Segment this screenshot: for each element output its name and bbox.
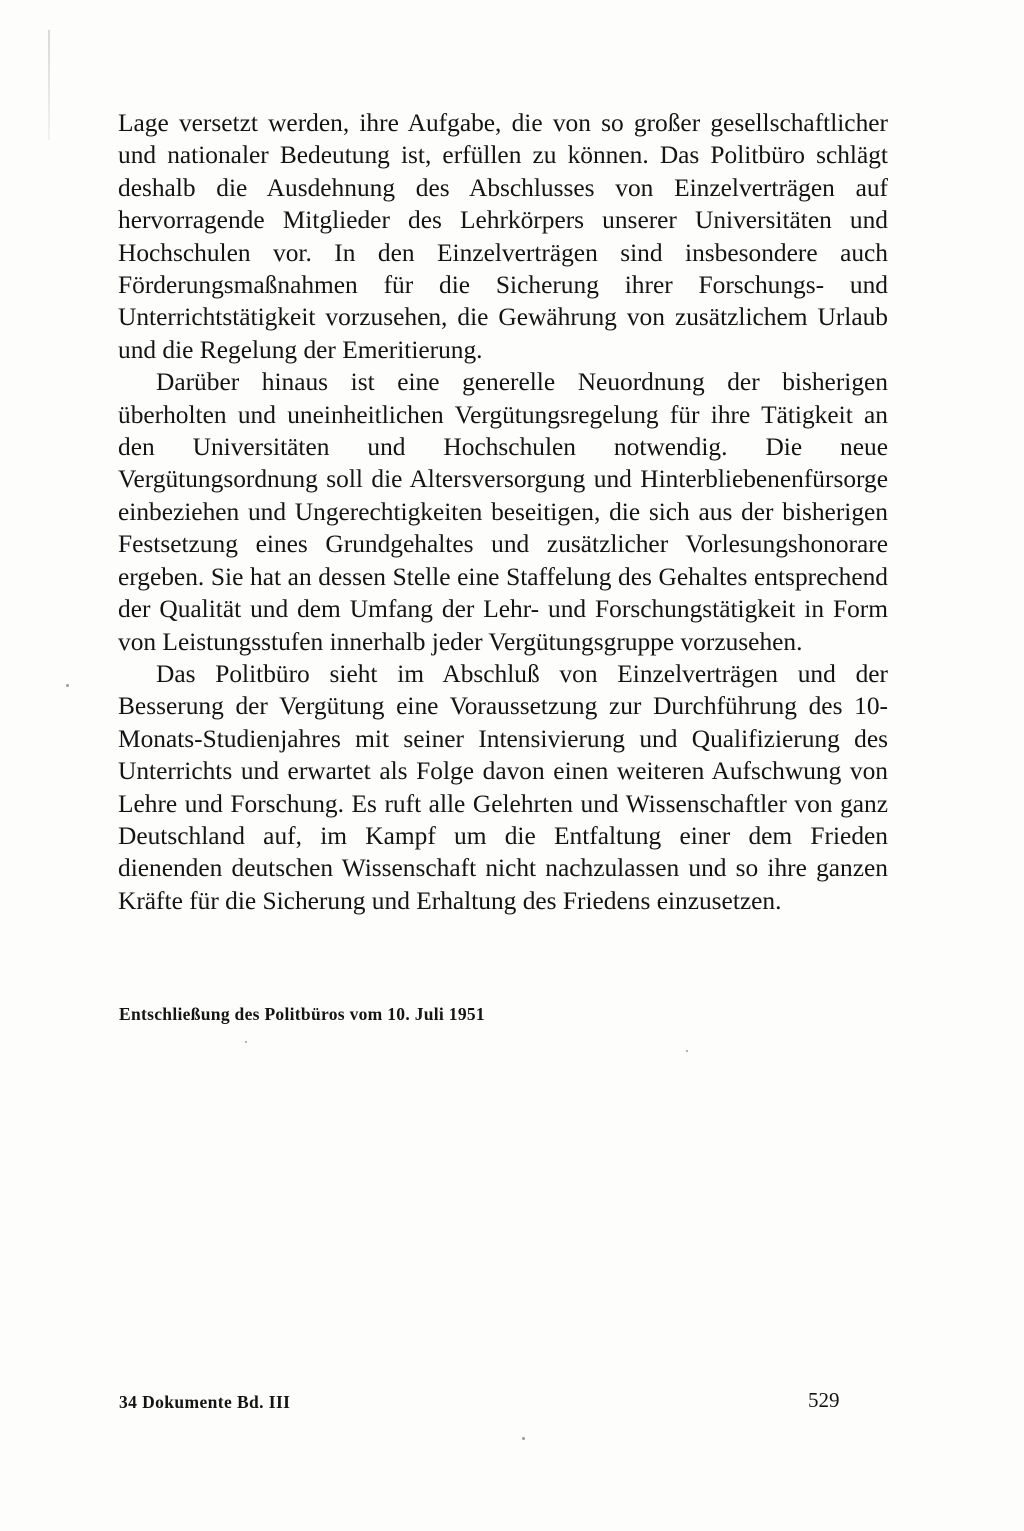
paragraph-2: Darüber hinaus ist eine generelle Neuordnung der bisherigen überholten und uneinheitlichen Vergütungsregelung für ihre Tätigkeit an den Universitäten und Hochschulen notwendig. Die neue Vergütungsordnung soll die Altersversorgung und Hinterbliebenenfürsorge einbeziehen und Ungerechtigkeiten beseitigen, die sich aus der bisherigen Festsetzung eines Grundgehaltes und zusätzlicher Vorlesungshonorare ergeben. Sie hat an dessen Stelle eine Staffelung des Gehaltes entsprechend der Qualität und dem Umfang der Lehr- und Forschungstätigkeit in Form von Leistungsstufen innerhalb jeder Vergütungsgruppe vorzusehen. bbox=[118, 368, 888, 656]
body-text bbox=[118, 107, 888, 917]
paragraph-3: Das Politbüro sieht im Abschluß von Einzelverträgen und der Besserung der Vergütung eine Voraussetzung zur Durchführung des 10-Monats-Studienjahres mit seiner Intensivierung und Qualifizierung des Unterrichts und erwartet als Folge davon einen weiteren Aufschwung von Lehre und Forschung. Es ruft alle Gelehrten und Wissenschaftler von ganz Deutschland auf, im Kampf um die Entfaltung einer dem Frieden dienenden deutschen Wissenschaft nicht nachzulassen und so ihre ganzen Kräfte für die Sicherung und Erhaltung des Friedens einzusetzen. bbox=[118, 659, 888, 915]
scan-speck bbox=[522, 1437, 525, 1440]
page-number: 529 bbox=[808, 1388, 840, 1412]
source-note: Entschließung des Politbüros vom 10. Juli 1951 bbox=[119, 1004, 485, 1024]
scan-speck bbox=[686, 1050, 688, 1052]
scan-speck bbox=[66, 684, 69, 687]
scan-margin-mark bbox=[48, 30, 50, 140]
paragraph-1: Lage versetzt werden, ihre Aufgabe, die von so großer gesellschaftlicher und nationaler Bedeutung ist, erfüllen zu können. Das Politbüro schlägt deshalb die Ausdehnung des Abschlusses von Einzelverträgen auf hervorragende Mitglieder des Lehrkörpers unserer Universitäten und Hochschulen vor. In den Einzelverträgen sind insbesondere auch Förderungsmaßnahmen für die Sicherung ihrer Forschungs- und Unterrichtstätigkeit vorzusehen, die Gewährung von zusätzlichem Urlaub und die Regelung der Emeritierung. bbox=[118, 109, 888, 364]
scan-speck bbox=[245, 1041, 247, 1043]
footer-signature: 34 Dokumente Bd. III bbox=[119, 1392, 291, 1412]
